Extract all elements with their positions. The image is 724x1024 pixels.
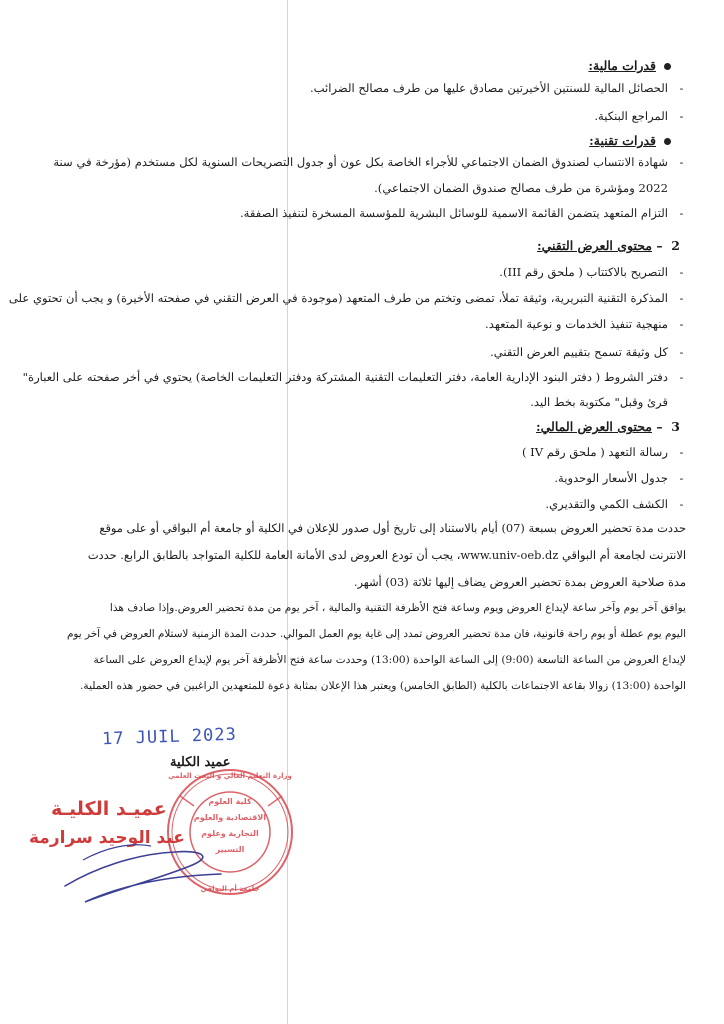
seal-inner-text: الاقتصادية والعلوم [193,813,267,822]
paragraph-line: مدة صلاحية العروض بمدة تحضير العروض يضاف إليها ثلاثة (03) أشهر. [353,575,686,589]
paragraph-line: الانترنت لجامعة أم البواقي www.univ-oeb.dz، يجب أن تودع العروض لدى الأمانة العامة للكلية المتواجد بالطابق الرابع. حددت [87,548,686,562]
seal-inner-text: كلية العلوم [208,797,252,806]
dash-icon: - [679,81,684,95]
dash-icon: - [679,370,684,384]
dash-icon: - [679,265,684,279]
dean-label: عميد الكلية [170,755,231,770]
list-item: -كل وثيقة تسمح بتقييم العرض التقني. [490,344,686,360]
financial-offer-heading: 3 – محتوى العرض المالي: [536,419,680,434]
list-item: -جدول الأسعار الوحدوية. [554,470,686,486]
list-item: -المراجع البنكية. [594,108,686,124]
seal-inner-text: التجارية وعلوم [201,829,259,838]
signature-stroke-icon [25,790,225,920]
list-item: -الحصائل المالية للسنتين الأخيرتين مصادق عليها من طرف مصالح الضرائب. [310,80,686,96]
dash-icon: - [679,206,684,220]
paragraph-line: لإيداع العروض من الساعة التاسعة (9:00) إلى الساعة الواحدة (13:00) وحددت ساعة فتح الأظرفة آخر يوم لإيداع العروض على الساعة [93,654,686,666]
paragraph-line: اليوم يوم عطلة أو يوم راحة قانونية، فان مدة تحضير العروض تمدد إلى غاية يوم العمل الموالي. حددت المدة الزمنية لاستلام العروض في آخر يوم [66,628,686,640]
date-stamp: 17 JUIL 2023 [101,724,238,750]
signature-stamp-title: عميـد الكليـة [51,798,167,820]
seal-bottom-text: جامعة أم البواقي [200,885,260,893]
dash-icon: - [679,445,684,459]
list-item: -شهادة الانتساب لصندوق الضمان الاجتماعي للأجراء الخاصة بكل عون أو جدول التصريحات السنوية لكل مستخدم (مؤرخة في سنة [53,154,686,170]
list-item: -رسالة التعهد ( ملحق رقم IV ) [522,444,686,460]
dash-icon: - [679,291,684,305]
dash-icon: - [679,109,684,123]
technical-offer-heading: 2 – محتوى العرض التقني: [537,238,680,253]
signature-stamp-name: عبد الوحيد سرارمة [29,828,185,848]
dash-icon: - [679,345,684,359]
seal-arc-text: وزارة التعليم العالي و البحث العلمي [168,772,292,780]
list-item-continuation: قرئ وقبل" مكتوبة بخط اليد. [530,395,668,409]
paragraph-line: يوافق آخر يوم وآخر ساعة لإيداع العروض ويوم وساعة فتح الأظرفة التقنية والمالية ، آخر يوم من مدة تحضير العروض.وإذا صادف هذا [109,602,686,614]
list-item: -منهجية تنفيذ الخدمات و نوعية المتعهد. [485,316,686,332]
list-item: -التزام المتعهد يتضمن القائمة الاسمية للوسائل البشرية للمؤسسة المسخرة لتنفيذ الصفقة. [240,205,686,221]
technical-capacities-heading: قدرات تقنية: [589,132,671,150]
list-item: -دفتر الشروط ( دفتر البنود الإدارية العامة، دفتر التعليمات التقنية المشتركة ودفتر التعليمات الخاصة) يحتوي في أخر صفحته على العبارة" [23,369,686,385]
dash-icon: - [679,497,684,511]
list-item: -الكشف الكمي والتقديري. [545,496,686,512]
list-item: -التصريح بالاكتتاب ( ملحق رقم III). [499,264,686,280]
bullet-icon [664,63,671,70]
seal-inner-text: التسيير [215,845,245,854]
bullet-icon [664,138,671,145]
list-item-continuation: 2022 ومؤشرة من طرف مصالح صندوق الضمان الاجتماعي). [374,181,668,195]
dean-signature [25,790,225,920]
financial-capacities-heading: قدرات مالية: [588,57,671,75]
paragraph-line: حددت مدة تحضير العروض بسبعة (07) أيام بالاستناد إلى تاريخ أول صدور للإعلان في الكلية أو جامعة أم البواقي أو على موقع [99,521,686,535]
paragraph-line: الواحدة (13:00) زوالا بقاعة الاجتماعات بالكلية (الطابق الخامس) ويعتبر هذا الإعلان بمثابة دعوة للمتعهدين الراغبين في حضور هذه العملية. [80,680,686,692]
dash-icon: - [679,471,684,485]
list-item: -المذكرة التقنية التبريرية، وثيقة تملأ، تمضى وتختم من طرف المتعهد (موجودة في العرض التقني في صفحته الأخيرة) و يجب أن تحتوي على [9,290,686,306]
dash-icon: - [679,317,684,331]
dash-icon: - [679,155,684,169]
